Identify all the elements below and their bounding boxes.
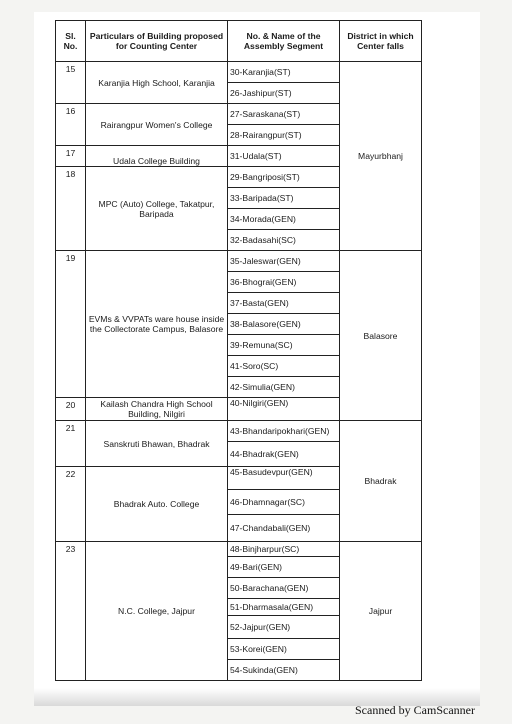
sl-no-cell: 23 bbox=[56, 542, 86, 681]
sl-no-cell: 17 bbox=[56, 146, 86, 167]
sl-no-cell: 16 bbox=[56, 104, 86, 146]
segment-cell: 52-Jajpur(GEN) bbox=[228, 616, 340, 639]
header-row bbox=[56, 21, 422, 62]
segment-cell: 38-Balasore(GEN) bbox=[228, 314, 340, 335]
segment-cell: 53-Korei(GEN) bbox=[228, 639, 340, 660]
building-cell: Bhadrak Auto. College bbox=[86, 467, 228, 542]
segment-cell: 49-Bari(GEN) bbox=[228, 557, 340, 578]
segment-cell: 47-Chandabali(GEN) bbox=[228, 515, 340, 542]
segment-cell: 27-Saraskana(ST) bbox=[228, 104, 340, 125]
segment-cell: 44-Bhadrak(GEN) bbox=[228, 442, 340, 467]
segment-cell: 54-Sukinda(GEN) bbox=[228, 660, 340, 681]
segment-cell: 37-Basta(GEN) bbox=[228, 293, 340, 314]
building-cell: Udala College Building bbox=[86, 146, 228, 167]
sl-no-cell: 15 bbox=[56, 62, 86, 104]
segment-cell: 36-Bhograi(GEN) bbox=[228, 272, 340, 293]
segment-cell: 41-Soro(SC) bbox=[228, 356, 340, 377]
counting-center-table bbox=[55, 20, 422, 681]
building-cell: N.C. College, Jajpur bbox=[86, 542, 228, 681]
segment-cell: 35-Jaleswar(GEN) bbox=[228, 251, 340, 272]
building-cell: EVMs & VVPATs ware house inside the Collectorate Campus, Balasore bbox=[86, 251, 228, 398]
header-sl-no: Sl. No. bbox=[56, 21, 86, 62]
segment-cell: 31-Udala(ST) bbox=[228, 146, 340, 167]
header-district: District in which Center falls bbox=[340, 21, 422, 62]
district-cell: Balasore bbox=[340, 251, 422, 421]
sl-no-cell: 18 bbox=[56, 167, 86, 251]
segment-cell: 40-Nilgiri(GEN) bbox=[228, 398, 340, 421]
header-segment: No. & Name of the Assembly Segment bbox=[228, 21, 340, 62]
segment-cell: 48-Binjharpur(SC) bbox=[228, 542, 340, 557]
segment-cell: 43-Bhandaripokhari(GEN) bbox=[228, 421, 340, 442]
segment-cell: 34-Morada(GEN) bbox=[228, 209, 340, 230]
sl-no-cell: 19 bbox=[56, 251, 86, 398]
segment-cell: 39-Remuna(SC) bbox=[228, 335, 340, 356]
building-cell: Karanjia High School, Karanjia bbox=[86, 62, 228, 104]
segment-cell: 50-Barachana(GEN) bbox=[228, 578, 340, 599]
table-row bbox=[56, 542, 422, 557]
segment-cell: 33-Baripada(ST) bbox=[228, 188, 340, 209]
building-cell: Sanskruti Bhawan, Bhadrak bbox=[86, 421, 228, 467]
segment-cell: 26-Jashipur(ST) bbox=[228, 83, 340, 104]
segment-cell: 42-Simulia(GEN) bbox=[228, 377, 340, 398]
segment-cell: 30-Karanjia(ST) bbox=[228, 62, 340, 83]
building-cell: Kailash Chandra High School Building, Nilgiri bbox=[86, 398, 228, 421]
sl-no-cell: 20 bbox=[56, 398, 86, 421]
segment-cell: 51-Dharmasala(GEN) bbox=[228, 599, 340, 616]
district-cell: Mayurbhanj bbox=[340, 62, 422, 251]
segment-cell: 28-Rairangpur(ST) bbox=[228, 125, 340, 146]
segment-cell: 29-Bangriposi(ST) bbox=[228, 167, 340, 188]
district-cell: Jajpur bbox=[340, 542, 422, 681]
district-cell: Bhadrak bbox=[340, 421, 422, 542]
scanner-watermark: Scanned by CamScanner bbox=[355, 703, 475, 717]
segment-cell: 32-Badasahi(SC) bbox=[228, 230, 340, 251]
sl-no-cell: 22 bbox=[56, 467, 86, 542]
segment-cell: 45-Basudevpur(GEN) bbox=[228, 467, 340, 490]
table-row bbox=[56, 62, 422, 83]
header-building: Particulars of Building proposed for Counting Center bbox=[86, 21, 228, 62]
table-row bbox=[56, 421, 422, 442]
building-cell: Rairangpur Women's College bbox=[86, 104, 228, 146]
table-row bbox=[56, 251, 422, 272]
sl-no-cell: 21 bbox=[56, 421, 86, 467]
building-cell: MPC (Auto) College, Takatpur, Baripada bbox=[86, 167, 228, 251]
segment-cell: 46-Dhamnagar(SC) bbox=[228, 490, 340, 515]
